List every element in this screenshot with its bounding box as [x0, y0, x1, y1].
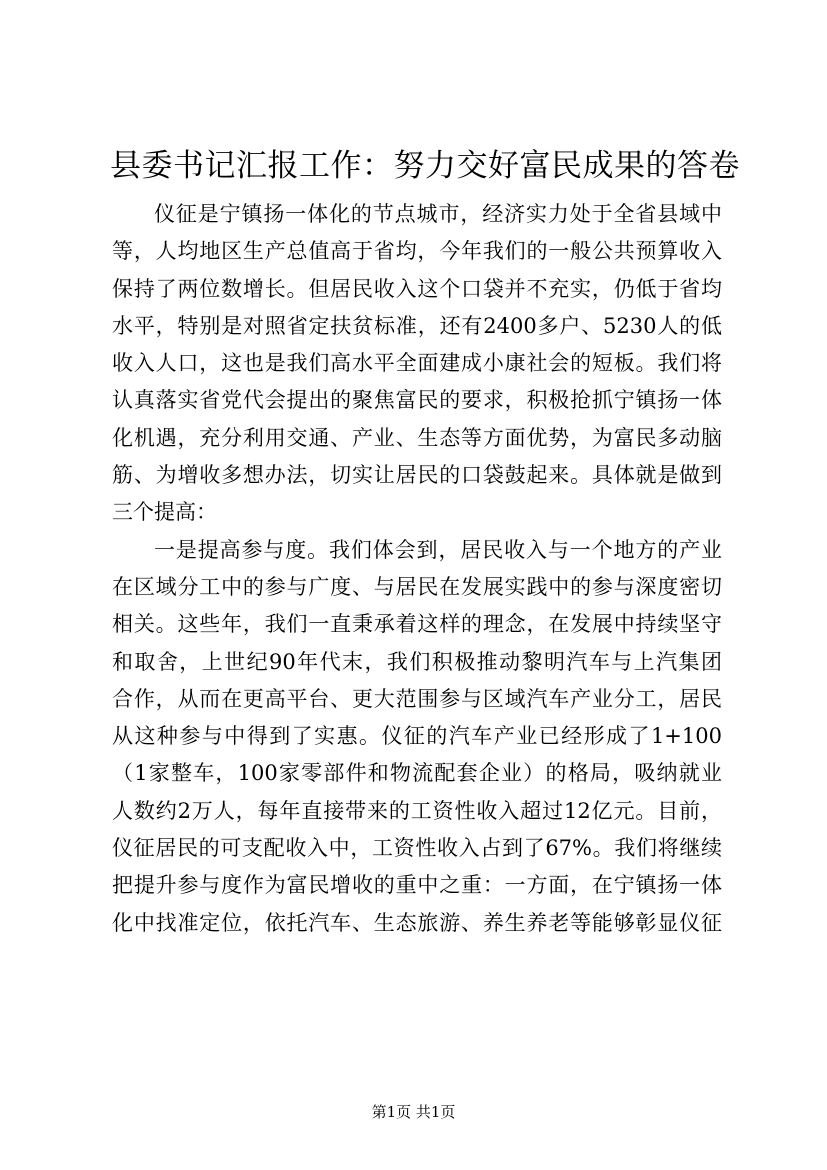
paragraph-participation: [112, 532, 722, 942]
document-title: 县委书记汇报工作：努力交好富民成果的答卷: [110, 148, 740, 184]
text-line: 筋、为增收多想办法，切实让居民的口袋鼓起来。具体就是做到: [112, 463, 722, 488]
text-line: 仪征是宁镇扬一体化的节点城市，经济实力处于全省县域中: [154, 202, 722, 226]
text-line: 合作，从而在更高平台、更大范围参与区域汽车产业分工，居民: [112, 686, 722, 711]
text-line: 化机遇，充分利用交通、产业、生态等方面优势，为富民多动脑: [112, 425, 722, 450]
paragraph-intro: [112, 196, 722, 532]
document-body: [112, 196, 722, 942]
page-number-footer: 第1页 共1页: [371, 1103, 456, 1121]
text-line: 从这种参与中得到了实惠。仪征的汽车产业已经形成了1+100: [112, 724, 722, 749]
text-line: 在区域分工中的参与广度、与居民在发展实践中的参与深度密切: [112, 574, 722, 599]
text-line: 等，人均地区生产总值高于省均，今年我们的一般公共预算收入: [112, 239, 722, 264]
text-line: 仪征居民的可支配收入中，工资性收入占到了67%。我们将继续: [112, 836, 722, 861]
text-line: 人数约2万人，每年直接带来的工资性收入超过12亿元。目前，: [112, 798, 722, 823]
text-line: 把提升参与度作为富民增收的重中之重：一方面，在宁镇扬一体: [112, 873, 722, 898]
text-line: 保持了两位数增长。但居民收入这个口袋并不充实，仍低于省均: [112, 276, 722, 301]
text-line: 化中找准定位，依托汽车、生态旅游、养生养老等能够彰显仪征: [112, 910, 722, 935]
text-line: 相关。这些年，我们一直秉承着这样的理念，在发展中持续坚守: [112, 612, 722, 637]
text-line: 和取舍，上世纪90年代末，我们积极推动黎明汽车与上汽集团: [112, 649, 722, 674]
text-line: （1家整车，100家零部件和物流配套企业）的格局，吸纳就业: [112, 761, 722, 786]
text-line: 收入人口，这也是我们高水平全面建成小康社会的短板。我们将: [112, 351, 722, 376]
text-line: 水平，特别是对照省定扶贫标准，还有2400多户、5230人的低: [112, 313, 722, 338]
text-line: 一是提高参与度。我们体会到，居民收入与一个地方的产业: [154, 537, 722, 562]
text-line: 认真落实省党代会提出的聚焦富民的要求，积极抢抓宁镇扬一体: [112, 388, 722, 413]
text-line: 三个提高：: [112, 500, 217, 525]
